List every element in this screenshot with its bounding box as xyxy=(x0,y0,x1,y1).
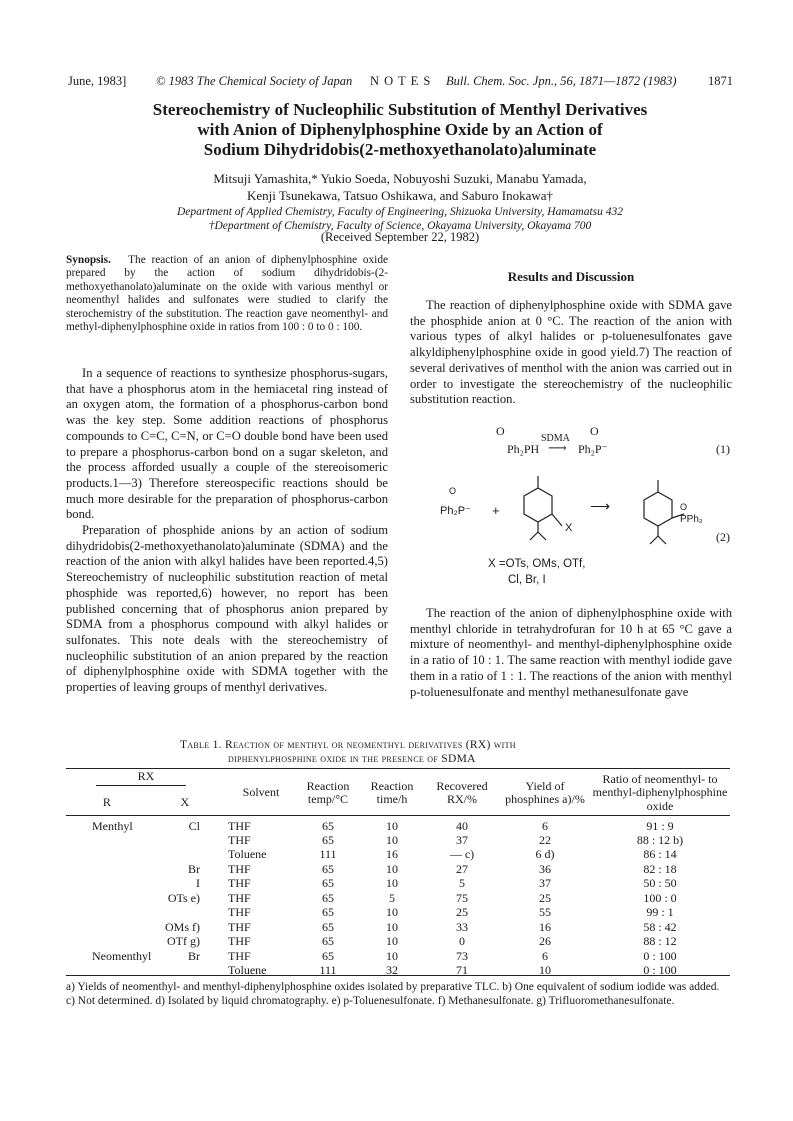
table-cell xyxy=(66,906,162,921)
table-cell: 16 xyxy=(539,919,551,934)
table-cell: 10 xyxy=(386,819,398,833)
table-cell: 22 xyxy=(539,832,551,847)
table-cell: 111 xyxy=(319,847,337,861)
table-cell xyxy=(66,964,162,979)
table-cell: 86 : 14 xyxy=(643,847,677,861)
table-row xyxy=(66,848,730,863)
table-cell xyxy=(66,921,162,936)
caption-line: Table 1. Reaction of menthyl or neomenthyl derivatives (RX) with xyxy=(180,739,516,751)
reactant-formula: Ph₂PH xyxy=(507,442,540,456)
table-cell: 5 xyxy=(459,876,465,890)
table-cell: Cl xyxy=(188,819,200,833)
column-header: Ratio of neomenthyl- to menthyl-diphenylphosphine oxide xyxy=(592,771,728,813)
column-header: Reaction time/h xyxy=(370,778,414,806)
table-footnotes: a) Yields of neomenthyl- and menthyl-diphenylphosphine oxides isolated by preparative TLC. b) One equivalent of sodium iodide was added. c) Not determined. d) Isolated by liquid chromatography. e) p-Toluenesulfonate. f) Methanesulfonate. g) Trifluoromethanesulfonate. xyxy=(66,981,720,1007)
table-cell: THF xyxy=(228,934,251,948)
author-list xyxy=(60,170,740,204)
synopsis-text: The reaction of an anion of diphenylphosphine oxide prepared by the action of sodium dihydridobis-(2-methoxyethanolato)aluminate on the oxide with various menthyl or neomenthyl halides and sulfonates were studied to clarify the sterochemistry of the substitution. The reaction gave neomenthyl- and methyl-diphenylphosphine oxide in ratios from 100 : 0 to 0 : 100. xyxy=(66,254,388,334)
table-cell: THF xyxy=(228,905,251,919)
table-cell: THF xyxy=(228,876,251,890)
table-cell: Neomenthyl xyxy=(92,948,152,963)
table-cell: 91 : 9 xyxy=(646,819,674,833)
title-line: with Anion of Diphenylphosphine Oxide by an Action of xyxy=(197,120,603,139)
group-header-rx xyxy=(66,770,226,816)
results-table xyxy=(66,770,730,979)
body-left-column xyxy=(66,366,388,696)
arrow-icon: ⟶ xyxy=(548,440,567,455)
table-cell: 50 : 50 xyxy=(643,876,677,890)
section-heading: Results and Discussion xyxy=(507,269,635,284)
table-cell: 65 xyxy=(322,861,334,876)
table-cell: THF xyxy=(228,819,251,833)
table-cell: Br xyxy=(188,861,200,876)
table-cell: 5 xyxy=(389,890,395,905)
table-cell xyxy=(162,964,226,979)
table-cell: 58 : 42 xyxy=(643,919,677,934)
oxygen-label: O xyxy=(590,424,599,438)
table-row xyxy=(66,964,730,979)
body-paragraph-text: The reaction of diphenylphosphine oxide with SDMA gave the phosphide anion at 0 °C. The reaction of the anion with various types of alkyl halides or p-toluenesulfonates gave alkyldiphenylphosphine oxide in good yield.7) The reaction of several derivatives of menthol with the anion was carried out in order to investigate the stereochemistry of the nucleophilic substitution reaction. xyxy=(410,298,732,407)
column-header: Reaction temp/°C xyxy=(306,778,350,806)
table-cell: 6 xyxy=(542,948,548,963)
table-cell: 0 : 100 xyxy=(643,963,677,977)
table-cell: 88 : 12 b) xyxy=(636,832,684,847)
table-cell: 0 : 100 xyxy=(643,948,677,963)
table-cell: 25 xyxy=(456,905,468,919)
author-line: Mitsuji Yamashita,* Yukio Soeda, Nobuyoshi Suzuki, Manabu Yamada, xyxy=(213,171,587,186)
column-header: Solvent xyxy=(242,785,280,800)
plus-sign: + xyxy=(492,503,500,518)
table-cell: 100 : 0 xyxy=(643,890,677,905)
table-row xyxy=(66,834,730,849)
synopsis xyxy=(66,254,388,334)
table-cell: Toluene xyxy=(228,963,267,977)
table-cell: 0 xyxy=(459,934,465,948)
leaving-group-list: Cl, Br, I xyxy=(508,574,546,586)
header-journal: Bull. Chem. Soc. Jpn., 56, 1871—1872 (1983) xyxy=(446,74,677,88)
header-section: N O T E S xyxy=(370,74,432,88)
table-cell: — c) xyxy=(449,847,475,861)
affiliation: †Department of Chemistry, Faculty of Science, Okayama University, Okayama 700 xyxy=(208,220,592,232)
table-cell: 25 xyxy=(539,890,551,905)
column-header: X xyxy=(180,794,190,809)
column-header: Recovered RX/% xyxy=(436,778,488,806)
synopsis-label: Synopsis. xyxy=(66,254,111,266)
table-cell: 111 xyxy=(319,963,337,977)
table-body xyxy=(66,816,730,979)
equation-number: (1) xyxy=(716,442,730,456)
table-cell xyxy=(162,834,226,849)
table-cell: 10 xyxy=(386,905,398,919)
table-cell: 73 xyxy=(456,948,468,963)
column-header: R xyxy=(102,794,111,809)
affiliations xyxy=(60,205,740,233)
table-top-rule xyxy=(66,768,730,769)
table-row xyxy=(66,906,730,921)
table-cell xyxy=(162,848,226,863)
table-cell: THF xyxy=(228,890,251,905)
table-row xyxy=(66,892,730,907)
table-cell: 36 xyxy=(539,861,551,876)
table-cell: 10 xyxy=(386,948,398,963)
received-date: (Received September 22, 1982) xyxy=(320,230,480,244)
table-cell: 33 xyxy=(456,919,468,934)
title-line: Sodium Dihydridobis(2-methoxyethanolato)aluminate xyxy=(203,140,597,159)
oxygen-label: O xyxy=(496,424,505,438)
table-cell xyxy=(66,863,162,878)
product-formula: Ph₂P⁻ xyxy=(578,442,608,456)
table-cell xyxy=(66,935,162,950)
table-cell: THF xyxy=(228,948,251,963)
table-cell: 65 xyxy=(322,919,334,934)
table-cell: 65 xyxy=(322,890,334,905)
leaving-group-label: X xyxy=(565,522,573,534)
body-paragraph-text: The reaction of the anion of diphenylphosphine oxide with menthyl chloride in tetrahydrofuran for 10 h at 65 °C gave a mixture of neomenthyl- and menthyl-diphenylphosphine oxide in a ratio of 10 : 1. The same reaction with menthyl iodide gave them in a ratio of 1 : 1. The reactions of the anion with menthyl p-toluenesulfonate and menthyl methanesulfonate gave xyxy=(410,606,732,699)
table-cell: Toluene xyxy=(228,847,267,861)
table-cell: OMs f) xyxy=(165,919,200,934)
group-header-label: RX xyxy=(137,769,155,783)
oxygen-label: O xyxy=(449,486,457,496)
table-cell: 37 xyxy=(456,832,468,847)
table-caption xyxy=(180,738,620,766)
table-cell: 6 xyxy=(542,819,548,833)
table-cell: 37 xyxy=(539,876,551,890)
table-cell: 65 xyxy=(322,832,334,847)
table-cell xyxy=(66,848,162,863)
table-cell xyxy=(66,877,162,892)
header-date: June, 1983] xyxy=(68,74,127,88)
table-cell: 88 : 12 xyxy=(643,934,677,948)
table-cell xyxy=(66,892,162,907)
table-cell: OTf g) xyxy=(167,934,200,948)
table-cell: 99 : 1 xyxy=(646,905,674,919)
table-cell: THF xyxy=(228,832,251,847)
table-cell: 65 xyxy=(322,819,334,833)
table-cell: 32 xyxy=(386,963,398,977)
column-header: Yield of phosphines a)/% xyxy=(505,778,585,806)
table-row xyxy=(66,935,730,950)
table-cell: 65 xyxy=(322,876,334,890)
author-line: Kenji Tsunekawa, Tatsuo Oshikawa, and Saburo Inokawa† xyxy=(246,188,554,203)
table-cell: 82 : 18 xyxy=(643,861,677,876)
body-paragraph: Preparation of phosphide anions by an action of sodium dihydridobis(2-methoxyethanolato)aluminate (SDMA) and the reaction of the anion with alkyl halides have been reported.4,5) Stereochemistry of nucleophilic substitution reaction of metal phosphide was reported,6) however, no report has been published concerning that of phosphorus anion prepared by SDMA from a phosphorus compound with alkyl halides or sulfonates. This note deals with the stereochemistry of nucleophilic substitution of an anion prepared by the reaction of diphenylphosphine oxide with SDMA together with the properties of leaving groups of menthyl derivatives. xyxy=(66,523,388,695)
equation-number: (2) xyxy=(716,530,730,544)
table-cell: 65 xyxy=(322,934,334,948)
table-cell: 6 d) xyxy=(535,847,555,861)
menthyl-ring-icon xyxy=(518,474,578,546)
table-cell: 26 xyxy=(539,934,551,948)
table-cell: Br xyxy=(188,948,200,963)
reactant-formula: Ph₂P⁻ xyxy=(440,505,471,517)
table-cell: 55 xyxy=(539,905,551,919)
header-copyright: © 1983 The Chemical Society of Japan xyxy=(156,74,353,88)
table-cell: 10 xyxy=(386,861,398,876)
header-page-number: 1871 xyxy=(708,74,733,88)
table-row xyxy=(66,921,730,936)
table-cell: THF xyxy=(228,919,251,934)
table-row xyxy=(66,950,730,965)
leaving-group-list: X =OTs, OMs, OTf, xyxy=(488,558,586,570)
table-cell: Menthyl xyxy=(92,819,133,833)
paper-title xyxy=(60,100,740,160)
table-cell: 71 xyxy=(456,963,468,977)
arrow-icon: ⟶ xyxy=(590,498,611,514)
table-cell: 16 xyxy=(386,847,398,861)
table-cell: 27 xyxy=(456,861,468,876)
table-row xyxy=(66,816,730,834)
table-cell: I xyxy=(196,876,200,890)
body-paragraph xyxy=(410,298,732,408)
table-cell: 10 xyxy=(386,919,398,934)
table-cell: 10 xyxy=(386,832,398,847)
table-cell xyxy=(162,906,226,921)
table-cell: 65 xyxy=(322,905,334,919)
reagent-label: SDMA xyxy=(541,433,570,444)
table-cell xyxy=(66,834,162,849)
table-cell: 65 xyxy=(322,948,334,963)
equation-2 xyxy=(440,470,732,600)
body-paragraph: In a sequence of reactions to synthesize phosphorus-sugars, that have a phosphorus atom in the hemiacetal ring instead of an oxygen atom, the formation of a phosphorus-carbon bond was the key step. Some addition reactions of phosphorus compounds to C=C, C=N, or C=O double bond have been used to prepare a phosphorus-carbon bond on a sugar skeleton, and the process afforded usually a couple of the stereoisomeric products.1—3) Therefore stereospecific reactions should be much more desirable for the preparation of phosphorus-carbon bond. xyxy=(66,366,388,522)
table-cell: 10 xyxy=(386,934,398,948)
caption-line: diphenylphosphine oxide in the presence of SDMA xyxy=(228,753,476,765)
affiliation: Department of Applied Chemistry, Faculty of Engineering, Shizuoka University, Hamamatsu 432 xyxy=(176,206,623,218)
table-row xyxy=(66,863,730,878)
table-cell: 10 xyxy=(539,963,551,977)
equation-1 xyxy=(470,424,732,460)
table-cell: 40 xyxy=(456,819,468,833)
table-cell: OTs e) xyxy=(167,890,200,905)
title-line: Stereochemistry of Nucleophilic Substitution of Menthyl Derivatives xyxy=(152,100,648,119)
oxygen-label: O xyxy=(680,502,688,512)
table-row xyxy=(66,877,730,892)
table-cell: THF xyxy=(228,861,251,876)
table-cell: 10 xyxy=(386,876,398,890)
product-group-label: PPh₂ xyxy=(680,514,703,525)
table-cell: 75 xyxy=(456,890,468,905)
body-paragraph xyxy=(410,606,732,700)
